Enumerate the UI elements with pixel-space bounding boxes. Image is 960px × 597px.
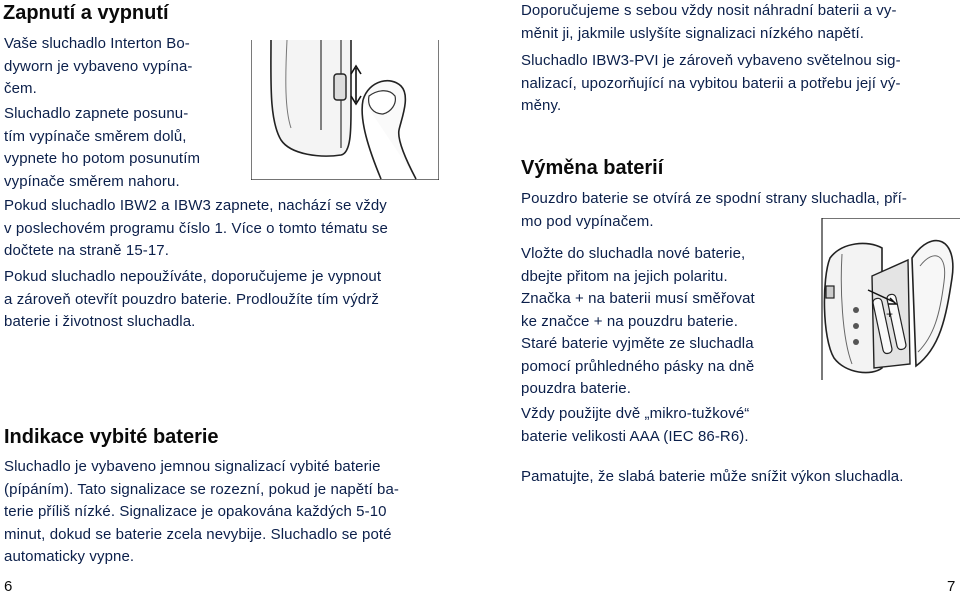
type-paragraph [521,403,959,448]
text-line: vypínače směrem nahoru. [4,172,180,190]
text-line: Značka + na baterii musí směřovat [521,290,755,307]
text-line: Sluchadlo je vybaveno jemnou signalizací vybité baterie [4,458,381,475]
intro-paragraph [4,33,240,101]
hearing-aid-switch-figure [251,40,439,180]
heading-low-battery: Indikace vybité baterie [4,426,219,448]
text-line: měnit ji, jakmile uslyšíte signalizaci nízkého napětí. [521,24,865,42]
text-line: čem. [4,80,37,97]
battery-compartment-figure [812,218,960,380]
text-line: Vaše sluchadlo Interton Bo- [4,35,190,52]
text-line: dbejte přitom na jejich polaritu. [521,267,728,285]
page-number-left: 6 [4,578,13,595]
text-line: minut, dokud se baterie zcela nevybije. Sluchadlo se poté [4,525,392,543]
spare-paragraph [521,0,959,45]
text-line: mo pod vypínačem. [521,212,654,230]
text-line: Pamatujte, že slabá baterie může snížit výkon sluchadla. [521,468,904,485]
text-line: nalizací, upozorňující na vybitou baterii a potřebu její vý- [521,74,901,92]
text-line: a zároveň otevřít pouzdro baterie. Prodloužíte tím výdrž [4,290,379,308]
battery-illustration [812,218,960,380]
signal-paragraph [4,456,444,569]
text-line: Pokud sluchadlo IBW2 a IBW3 zapnete, nachází se vždy [4,197,387,214]
text-line: Pouzdro baterie se otvírá ze spodní strany sluchadla, pří- [521,190,907,207]
text-line: měny. [521,97,562,114]
text-line: terie příliš nízké. Signalizace je opakována každých 5-10 [4,503,387,520]
text-line: Vždy použijte dvě „mikro-tužkové“ [521,405,750,422]
text-line: Pokud sluchadlo nepoužíváte, doporučujeme je vypnout [4,268,382,285]
text-line: ke značce + na pouzdru baterie. [521,312,738,330]
insert-paragraph [521,243,801,401]
switch-paragraph [4,103,240,193]
text-line: baterie velikosti AAA (IEC 86-R6). [521,427,749,445]
switch-illustration [251,40,439,180]
heading-power: Zapnutí a vypnutí [3,2,169,24]
text-line: v poslechovém programu číslo 1. Více o tomto tématu se [4,219,388,237]
text-line: automaticky vypne. [4,548,135,565]
text-line: pomocí průhledného pásky na dně [521,357,755,375]
text-line: dočtete na straně 15-17. [4,242,170,259]
weak-paragraph [521,466,959,489]
light-paragraph [521,50,959,118]
text-line: Sluchadlo IBW3-PVI je zároveň vybaveno světelnou sig- [521,52,901,69]
battery-plus-mark: + [886,307,894,321]
text-line: dyworn je vybaveno vypína- [4,57,193,75]
text-line: (pípáním). Tato signalizace se rozezní, pokud je napětí ba- [4,480,400,498]
text-line: Doporučujeme s sebou vždy nosit náhradní baterii a vy- [521,2,897,19]
text-line: baterie i životnost sluchadla. [4,313,196,330]
text-line: Vložte do sluchadla nové baterie, [521,245,746,262]
ibw-paragraph [4,195,444,263]
unused-paragraph [4,266,444,334]
text-line: tím vypínače směrem dolů, [4,127,187,145]
text-line: Sluchadlo zapnete posunu- [4,105,189,122]
page-number-right: 7 [947,578,956,595]
text-line: pouzdra baterie. [521,380,632,397]
text-line: Staré baterie vyjměte ze sluchadla [521,335,754,352]
heading-battery-change: Výměna baterií [521,157,664,179]
text-line: vypnete ho potom posunutím [4,150,201,167]
